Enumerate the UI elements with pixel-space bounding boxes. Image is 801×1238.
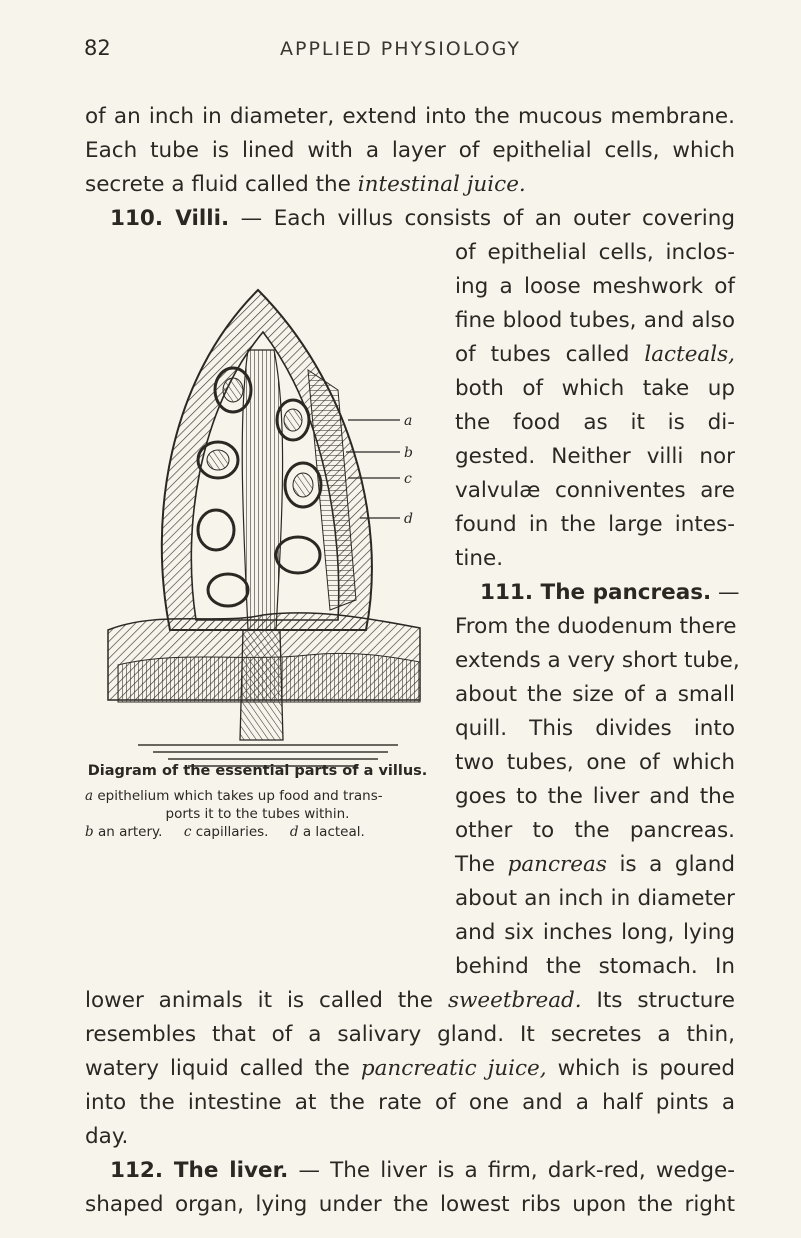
text-line: about the size of a small xyxy=(455,682,735,707)
figure-caption-line: ports it to the tubes within. xyxy=(165,806,350,822)
text-line: of tubes called lacteals, xyxy=(455,342,735,367)
text-line: about an inch in diameter xyxy=(455,886,735,911)
section-110-line: 110. Villi. — Each villus consists of an outer covering xyxy=(110,206,735,231)
text-line: The pancreas is a gland xyxy=(455,852,735,877)
text-line: the food as it is di- xyxy=(455,410,735,435)
running-head: APPLIED PHYSIOLOGY xyxy=(280,38,521,60)
text-line: resembles that of a salivary gland. It secretes a thin, xyxy=(85,1022,735,1047)
text-line: secrete a fluid called the intestinal juice. xyxy=(85,172,526,197)
section-heading-liver: 112. The liver. xyxy=(110,1158,289,1183)
text-line: goes to the liver and the xyxy=(455,784,735,809)
figure-caption-title: Diagram of the essential parts of a villus. xyxy=(87,763,428,779)
text-line: other to the pancreas. xyxy=(455,818,735,843)
text-line: shaped organ, lying under the lowest ribs upon the right xyxy=(85,1192,735,1217)
text-line: and six inches long, lying xyxy=(455,920,735,945)
page-header xyxy=(0,36,801,76)
text-line: valvulæ conniventes are xyxy=(455,478,735,503)
figure-label-a: a xyxy=(404,413,413,429)
figure-caption-line: a epithelium which takes up food and trans- xyxy=(85,788,383,804)
section-112-line: 112. The liver. — The liver is a firm, dark-red, wedge- xyxy=(110,1158,735,1183)
text-line: of epithelial cells, inclos- xyxy=(455,240,735,265)
text-line: watery liquid called the pancreatic juice, which is poured xyxy=(85,1056,736,1081)
section-heading-pancreas: 111. The pancreas. xyxy=(480,580,712,605)
text-line: tine. xyxy=(455,546,504,571)
text-line: fine blood tubes, and also xyxy=(455,308,735,333)
text-line: lower animals it is called the sweetbread. Its structure xyxy=(85,988,735,1013)
text-line: ing a loose meshwork of xyxy=(455,274,735,299)
figure-caption-line: b an artery. c capillaries. d a lacteal. xyxy=(85,824,365,840)
villus-diagram xyxy=(98,270,428,770)
text-line: Each tube is lined with a layer of epithelial cells, which xyxy=(85,138,735,163)
page-number: 82 xyxy=(84,36,111,60)
text-line: into the intestine at the rate of one and a half pints a xyxy=(85,1090,735,1115)
text-line: From the duodenum there xyxy=(455,614,737,639)
italic-term: lacteals, xyxy=(644,342,735,367)
text-line: of an inch in diameter, extend into the mucous membrane. xyxy=(85,104,735,129)
text-line: behind the stomach. In xyxy=(455,954,735,979)
figure-label-c: c xyxy=(404,471,412,487)
section-111-line: 111. The pancreas. — xyxy=(480,580,740,605)
italic-term: pancreas xyxy=(507,852,607,877)
section-heading-villi: 110. Villi. xyxy=(110,206,230,231)
italic-term: pancreatic juice, xyxy=(360,1056,547,1081)
figure-label-b: b xyxy=(404,445,413,461)
figure-label-d: d xyxy=(404,511,413,527)
text-line: gested. Neither villi nor xyxy=(455,444,735,469)
text-line: quill. This divides into xyxy=(455,716,735,741)
text-line: extends a very short tube, xyxy=(455,648,740,673)
italic-term: sweetbread. xyxy=(447,988,582,1013)
text-line: day. xyxy=(85,1124,129,1149)
italic-term: intestinal juice. xyxy=(357,172,526,197)
text-line: both of which take up xyxy=(455,376,735,401)
text-line: found in the large intes- xyxy=(455,512,735,537)
text-line: two tubes, one of which xyxy=(455,750,735,775)
